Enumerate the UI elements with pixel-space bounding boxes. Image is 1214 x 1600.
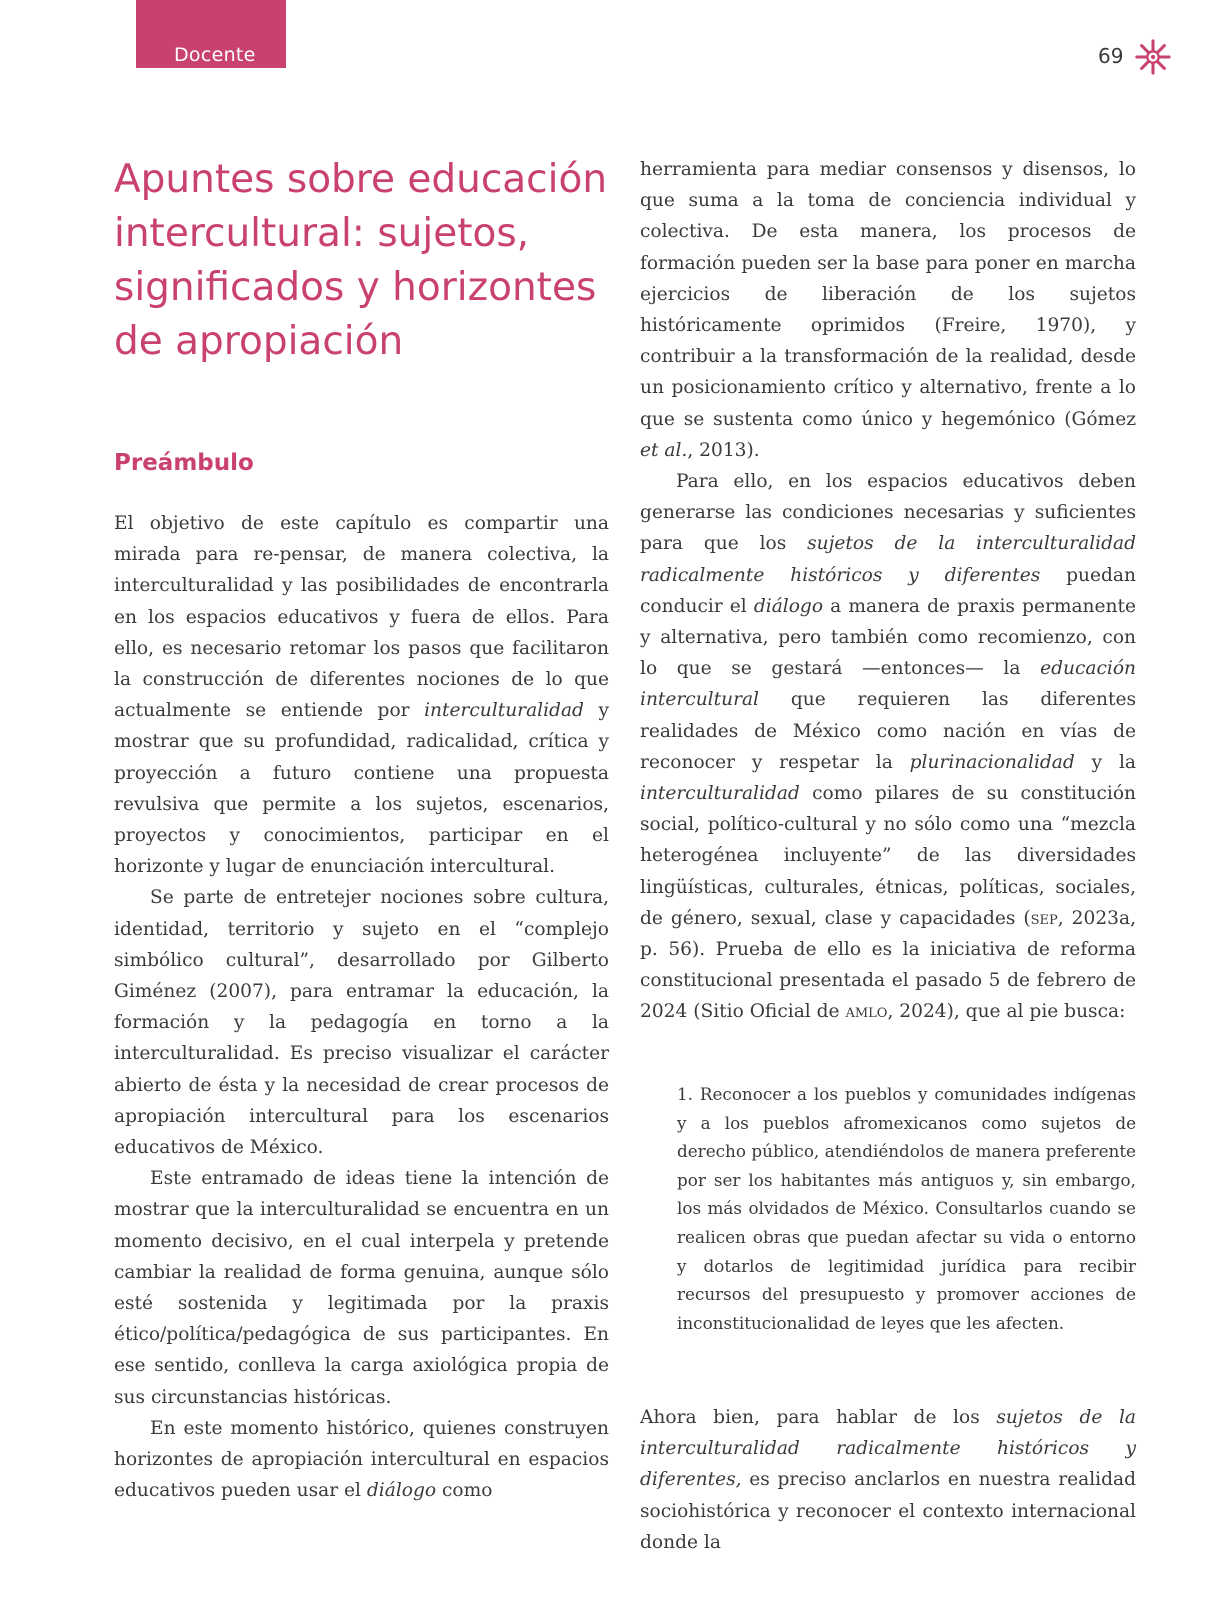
section-subheading: Preámbulo	[114, 450, 254, 476]
paragraph: Se parte de entretejer nociones sobre cultura, identidad, territorio y sujeto en el “complejo simbólico cultural”, desarrollado por Gilberto Giménez (2007), para entramar la educación, la formación y la pedagogía en torno a la interculturalidad. Es preciso visualizar el carácter abierto de ésta y la necesidad de crear procesos de apropiación intercultural para los escenarios educativos de México.	[114, 887, 609, 1159]
paragraph: Este entramado de ideas tiene la intención de mostrar que la interculturalidad se encuentra en un momento decisivo, en el cual interpela y pretende cambiar la realidad de forma genuina, aunque sólo esté sostenida y legitimada por la praxis ético/política/pedagógica de sus participantes. En ese sentido, conlleva la carga axiológica propia de sus circunstancias históricas.	[114, 1168, 609, 1408]
article-title: Apuntes sobre educación intercultural: sujetos, significados y horizontes de apropiación	[114, 157, 608, 364]
asterisk-flower-icon	[1134, 38, 1172, 76]
right-column	[640, 154, 1136, 1028]
paragraph: Para ello, en los espacios educativos deben generarse las condiciones necesarias y suficientes para que los sujetos de la interculturalidad radicalmente históricos y diferentes puedan conducir el diálogo a manera de praxis permanente y alternativa, pero también como recomienzo, con lo que se gestará —entonces— la educación intercultural que requieren las diferentes realidades de México como nación en vías de reconocer y respetar la plurinacionalidad y la interculturalidad como pilares de su constitución social, político-cultural y no sólo como una “mezcla heterogénea incluyente” de las diversidades lingüísticas, culturales, étnicas, políticas, sociales, de género, sexual, clase y capacidades (sep, 2023a, p. 56). Prueba de ello es la iniciativa de reforma constitucional presentada el pasado 5 de febrero de 2024 (Sitio Oficial de amlo, 2024), que al pie busca:	[640, 471, 1137, 1023]
page-number: 69	[1098, 44, 1124, 68]
paragraph: En este momento histórico, quienes construyen horizontes de apropiación intercultural en espacios educativos pueden usar el diálogo como	[114, 1417, 609, 1502]
section-tab	[136, 0, 286, 68]
paragraph: herramienta para mediar consensos y disensos, lo que suma a la toma de conciencia individual y colectiva. De esta manera, los procesos de formación pueden ser la base para poner en marcha ejercicios de liberación de los sujetos históricamente oprimidos (Freire, 1970), y contribuir a la transformación de la realidad, desde un posicionamiento crítico y alternativo, frente a lo que se sustenta como único y hegemónico (Gómez et al., 2013).	[640, 159, 1136, 461]
block-quote: 1. Reconocer a los pueblos y comunidades indígenas y a los pueblos afromexicanos como sujetos de derecho público, atendiéndolos de manera preferente por ser los habitantes más antiguos y, sin embargo, los más olvidados de México. Consultarlos cuando se realicen obras que puedan afectar su vida o entorno y dotarlos de legitimidad jurídica para recibir recursos del presupuesto y promover acciones de inconstitucionalidad de leyes que les afecten.	[677, 1084, 1136, 1333]
left-column	[114, 508, 609, 1507]
paragraph: El objetivo de este capítulo es compartir una mirada para re-pensar, de manera colectiva, la interculturalidad y las posibilidades de encontrarla en los espacios educativos y fuera de ellos. Para ello, es necesario retomar los pasos que facilitaron la construcción de diferentes nociones de lo que actualmente se entiende por interculturalidad y mostrar que su profundidad, radicalidad, crítica y proyección a futuro contiene una propuesta revulsiva que permite a los sujetos, escenarios, proyectos y conocimientos, participar en el horizonte y lugar de enunciación intercultural.	[114, 513, 609, 878]
right-column-continued	[640, 1402, 1136, 1558]
paragraph: Ahora bien, para hablar de los sujetos de la interculturalidad radicalmente históricos y diferentes, es preciso anclarlos en nuestra realidad sociohistórica y reconocer el contexto internacional donde la	[640, 1407, 1136, 1553]
section-tab-label: Docente	[174, 44, 256, 66]
